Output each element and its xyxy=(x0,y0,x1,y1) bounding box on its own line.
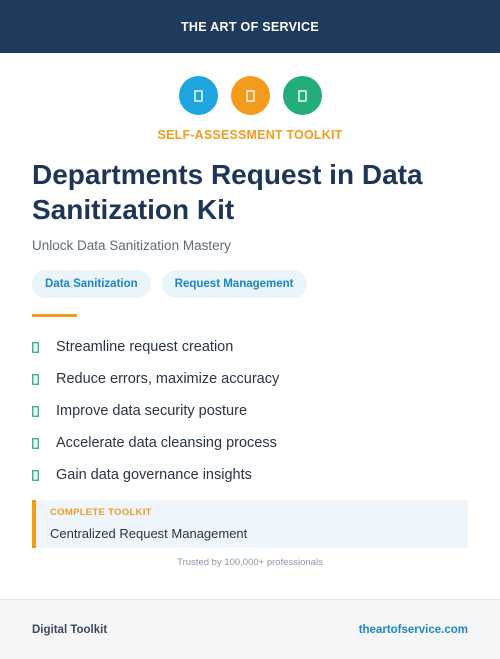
placeholder-glyph-icon xyxy=(194,90,203,102)
check-icon xyxy=(32,374,56,385)
footer-label: Digital Toolkit xyxy=(32,623,108,636)
feature-item xyxy=(32,395,472,427)
toolkit-icon-2 xyxy=(231,76,270,115)
footer-bar xyxy=(0,599,500,659)
callout-label: COMPLETE TOOLKIT xyxy=(50,507,152,518)
callout-text: Centralized Request Management xyxy=(50,526,248,541)
placeholder-glyph-icon xyxy=(246,90,255,102)
trust-statement: Trusted by 100,000+ professionals xyxy=(177,557,323,568)
page-title: Departments Request in Data Sanitization Kit xyxy=(32,159,423,225)
feature-text: Accelerate data cleansing process xyxy=(56,435,277,451)
placeholder-glyph-icon xyxy=(298,90,307,102)
tag-request-management: Request Management xyxy=(162,270,307,298)
icon-row xyxy=(0,76,500,115)
feature-text: Streamline request creation xyxy=(56,339,234,355)
toolkit-category: SELF-ASSESSMENT TOOLKIT xyxy=(157,128,343,142)
check-icon xyxy=(32,406,56,417)
feature-item xyxy=(32,427,472,459)
tag-data-sanitization: Data Sanitization xyxy=(32,270,151,298)
toolkit-callout xyxy=(32,500,468,548)
feature-item xyxy=(32,363,472,395)
check-icon xyxy=(32,470,56,481)
feature-text: Gain data governance insights xyxy=(56,467,252,483)
brand-name: THE ART OF SERVICE xyxy=(180,19,320,34)
feature-item xyxy=(32,331,472,363)
feature-text: Reduce errors, maximize accuracy xyxy=(56,371,280,387)
toolkit-icon-1 xyxy=(179,76,218,115)
check-icon xyxy=(32,438,56,449)
check-icon xyxy=(32,342,56,353)
toolkit-icon-3 xyxy=(283,76,322,115)
website-link[interactable]: theartofservice.com xyxy=(358,623,468,636)
page-subtitle: Unlock Data Sanitization Mastery xyxy=(32,238,231,253)
tag-list xyxy=(32,270,307,298)
feature-text: Improve data security posture xyxy=(56,403,248,419)
accent-divider xyxy=(32,314,77,317)
header-bar xyxy=(0,0,500,53)
feature-list xyxy=(32,331,472,491)
feature-item xyxy=(32,459,472,491)
